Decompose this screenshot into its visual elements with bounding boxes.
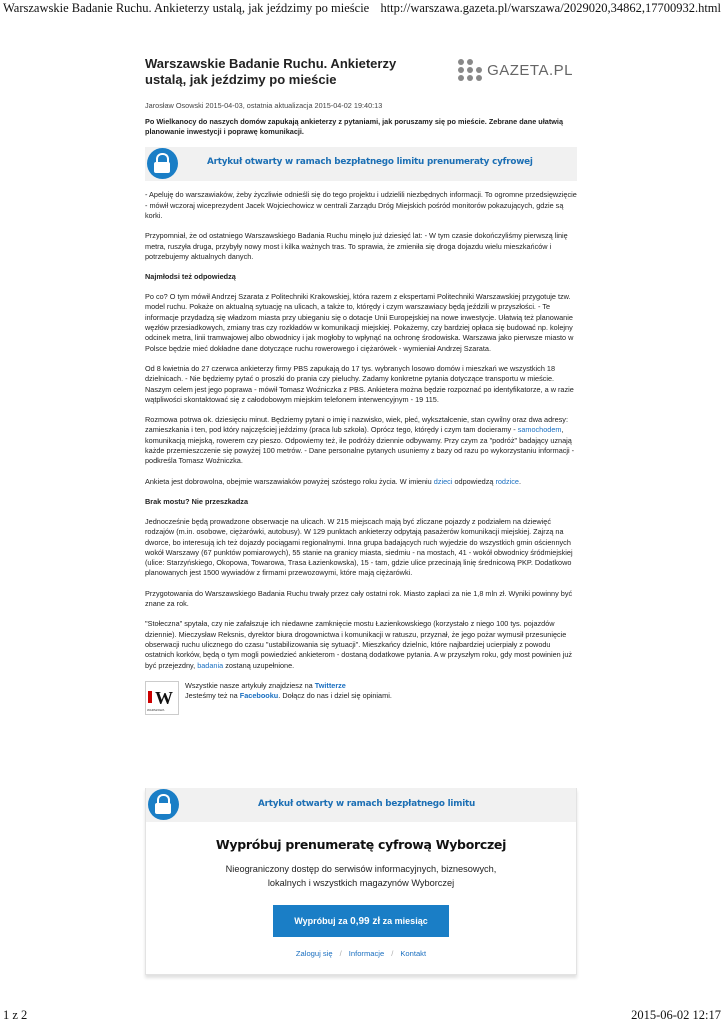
paragraph-text: "Stołeczna" spytała, czy nie zafałszuje ich niedawne zamknięcie mostu Łazienkowskiego (korzystało z niego 100 tys. pojazdów dziennie). Mieczysław Reksnis, dyrektor biura drogownictwa i komunikacji w ratuszu, przyznał, że jego pożar wymusił przesunięcie obserwacji ruchu ulicznego do czasu "ustabilizowania się sytuacji". Mieszkańcy dzielnic, które najbardziej ucierpiały z powodu ostatnich korków, będą o tym mogli powiedzieć ankieterom - dostaną dodatkowe pytania. A w przyszłym roku, gdy most powinien już być przejezdny, — [145, 619, 573, 670]
social-text-part: Wszystkie nasze artykuły znajdziesz na — [185, 680, 315, 690]
article-body — [145, 190, 577, 670]
paragraph: Przypomniał, że od ostatniego Warszawskiego Badania Ruchu minęło już dziesięć lat: - W tym czasie dokończyliśmy pierwszą linię metra, ruszyła druga, przybyły nowy most i kilka ważnych tras. To sprawia, że zmieniła się droga dojazdu wielu mieszkańców i potrzebujemy aktualnych danych. — [145, 231, 568, 261]
paragraph-text: Rozmowa potrwa ok. dziesięciu minut. Będziemy pytani o imię i nazwisko, wiek, płeć, wykształcenie, stan cywilny oraz dwa adresy: zamieszkania i ten, pod który najczęściej jeździmy (praca lub szkoła). Oprócz tego, którędy i czym tam docieramy - — [145, 415, 568, 435]
article — [145, 56, 577, 715]
paragraph-text: , komunikacją miejską, rowerem czy pieszo. Odpowiemy też, ile podróży dziennie odbywamy. Przy czym za "podróż" badający uznają każde przemieszczenie się powyżej 100 metrów. - Dane personalne pytanych usuniemy z bazy od razu po wykorzystaniu informacji - podkreśla Tomasz Woźniczka. — [145, 425, 575, 466]
paywall-banner — [146, 788, 576, 822]
subscription-box — [145, 788, 577, 975]
social-text-part: . Dołącz do nas i dziel się opiniami. — [278, 691, 392, 701]
thumb-caption: WARSZAWA — [147, 707, 165, 712]
button-price: 0,99 zł — [350, 916, 381, 927]
social-text — [185, 681, 392, 702]
try-subscription-button[interactable] — [273, 905, 449, 937]
paragraph-text: Ankieta jest dobrowolna, obejmie warszawiaków powyżej szóstego roku życia. W imieniu — [145, 476, 434, 486]
unlock-icon — [147, 148, 178, 179]
article-lead: Po Wielkanocy do naszych domów zapukają ankieterzy z pytaniami, jak poruszamy się po mieście. Zebrane dane ułatwią planowanie inwestycji i poprawę komunikacji. — [145, 117, 564, 137]
paragraph — [145, 619, 577, 670]
social-text-part: Jesteśmy też na — [185, 691, 240, 701]
unlock-icon — [148, 789, 179, 820]
social-line-twitter — [185, 681, 392, 691]
print-header — [3, 1, 721, 17]
warszawa-thumbnail — [145, 681, 179, 715]
paywall-banner-text: Artykuł otwarty w ramach bezpłatnego limitu — [258, 799, 476, 809]
paywall-links — [146, 949, 576, 958]
print-footer-datetime: 2015-06-02 12:17 — [631, 1008, 721, 1022]
link-badania[interactable]: badania — [197, 660, 224, 670]
link-separator: / — [339, 949, 342, 958]
logo-dots-icon — [458, 59, 483, 81]
open-article-banner — [145, 147, 577, 181]
thumb-letter: W — [155, 687, 173, 708]
twitter-link[interactable]: Twitterze — [314, 680, 346, 690]
link-dzieci[interactable]: dzieci — [433, 476, 453, 486]
paywall-title: Wypróbuj prenumeratę cyfrową Wyborczej — [215, 837, 507, 852]
article-byline: Jarosław Osowski 2015-04-03, ostatnia aktualizacja 2015-04-02 19:40:13 — [145, 101, 383, 110]
paragraph-text: . — [518, 476, 521, 486]
banner-text: Artykuł otwarty w ramach bezpłatnego limitu prenumeraty cyfrowej — [207, 157, 533, 168]
paragraph — [145, 415, 577, 466]
print-header-title: Warszawskie Badanie Ruchu. Ankieterzy ustalą, jak jeździmy po mieście — [3, 1, 370, 15]
print-footer-page: 1 z 2 — [3, 1008, 28, 1022]
article-header — [145, 56, 577, 98]
subheading: Najmłodsi też odpowiedzą — [145, 272, 236, 282]
social-line-facebook — [185, 691, 392, 701]
paragraph: Przygotowania do Warszawskiego Badania Ruchu trwały przez cały ostatni rok. Miasto zapłaci za nie 1,8 mln zł. Wyniki powinny być znane za rok. — [145, 588, 573, 609]
social-box — [145, 681, 577, 715]
subheading: Brak mostu? Nie przeszkadza — [145, 496, 249, 506]
link-samochodem[interactable]: samochodem — [517, 425, 562, 435]
paragraph: - Apeluję do warszawiaków, żeby życzliwie odnieśli się do tego projektu i udzielili niezbędnych informacji. To ogromne przedsięwzięcie - mówił wczoraj wiceprezydent Jacek Wojciechowicz w centrali Zarządu Dróg Miejskich pośród monitorów pokazujących, gdzie są korki. — [145, 190, 577, 220]
gazeta-logo[interactable] — [458, 59, 573, 81]
print-header-url: http://warszawa.gazeta.pl/warszawa/2029020,34862,17700932.html — [380, 1, 721, 15]
paragraph-text: odpowiedzą — [452, 476, 496, 486]
paywall-subtitle: Nieograniczony dostęp do serwisów informacyjnych, biznesowych, lokalnych i wszystkich magazynów Wyborczej — [225, 864, 497, 888]
link-separator: / — [391, 949, 394, 958]
logo-text: GAZETA.PL — [487, 61, 573, 79]
contact-link[interactable]: Kontakt — [400, 949, 427, 958]
login-link[interactable]: Zaloguj się — [295, 949, 333, 958]
button-text: Wypróbuj za — [294, 916, 351, 926]
paragraph-text: zostaną uzupełnione. — [223, 660, 295, 670]
paragraph: Po co? O tym mówił Andrzej Szarata z Politechniki Krakowskiej, która razem z ekspertami Politechniki Warszawskiej przygotuje tzw. model ruchu. Pokaże on aktualną sytuację na ulicach, a także to, którędy i czym warszawiacy będą jeździli w przyszłości. - Te informacje przydadzą się władzom miasta przy ubieganiu się o dotacje Unii Europejskiej na nowe inwestycje. Ułatwią też planowanie węzłów przesiadkowych, zmiany tras czy rozkładów w komunikacji miejskiej. Pokażemy, czy bardziej opłaca się budować np. kolejny odcinek metra, linii tramwajowej albo obwodnicy i jak mogłoby to wpłynąć na ochronę środowiska. Warszawa jako pierwsze miasto w Polsce będzie mieć dokładne dane dotyczące ruchu rowerowego i ciężarówek - wymieniał Andrzej Szarata. — [145, 292, 574, 353]
info-link[interactable]: Informacje — [348, 949, 385, 958]
facebook-link[interactable]: Facebooku — [239, 691, 279, 701]
paragraph: Od 8 kwietnia do 27 czerwca ankieterzy firmy PBS zapukają do 17 tys. wybranych losowo domów i mieszkań we wszystkich 18 dzielnicach. - Nie będziemy pytać o proszki do prania czy pieluchy. Zadamy konkretne pytania dotyczące transportu w mieście. Naszym celem jest jego poprawa - mówił Tomasz Woźniczka z PBS. Ankietera można będzie rozpoznać po identyfikatorze, a w razie wątpliwości skontaktować się z całodobowym miejskim telefonem interwencyjnym - 19 115. — [145, 363, 574, 404]
button-text: za miesiąc — [380, 916, 428, 926]
link-rodzice[interactable]: rodzice — [495, 476, 519, 486]
print-footer — [3, 1008, 721, 1022]
paragraph — [145, 477, 577, 487]
paragraph: Jednocześnie będą prowadzone obserwacje na ulicach. W 215 miejscach mają być zliczane pojazdy z podziałem na dziewięć rodzajów (m.in. osobowe, ciężarówki, autobusy). W 129 punktach ankieterzy odpytają pasażerów komunikacji miejskiej. Zajrzą na dworce, bo interesują ich też dojazdy pociągami regionalnymi. Inna grupa badających ruch wyjedzie do wszystkich gmin ościennych wokół Warszawy (67 punktów pomiarowych), 55 stanie na granicy miasta, siedmiu - na mostach, 41 - wokół obwodnicy śródmiejskiej (ulice: Starzyńskiego, Okopowa, Towarowa, Trasa Łazienkowska), 15 - tam, gdzie ulice przecinają linię średnicową PKP. Dodatkowo planowanych jest 1500 wywiadów z firmami przewozowymi, które mają ciężarówki. — [145, 516, 573, 578]
article-title: Warszawskie Badanie Ruchu. Ankieterzy ustalą, jak jeździmy po mieście — [145, 56, 397, 87]
